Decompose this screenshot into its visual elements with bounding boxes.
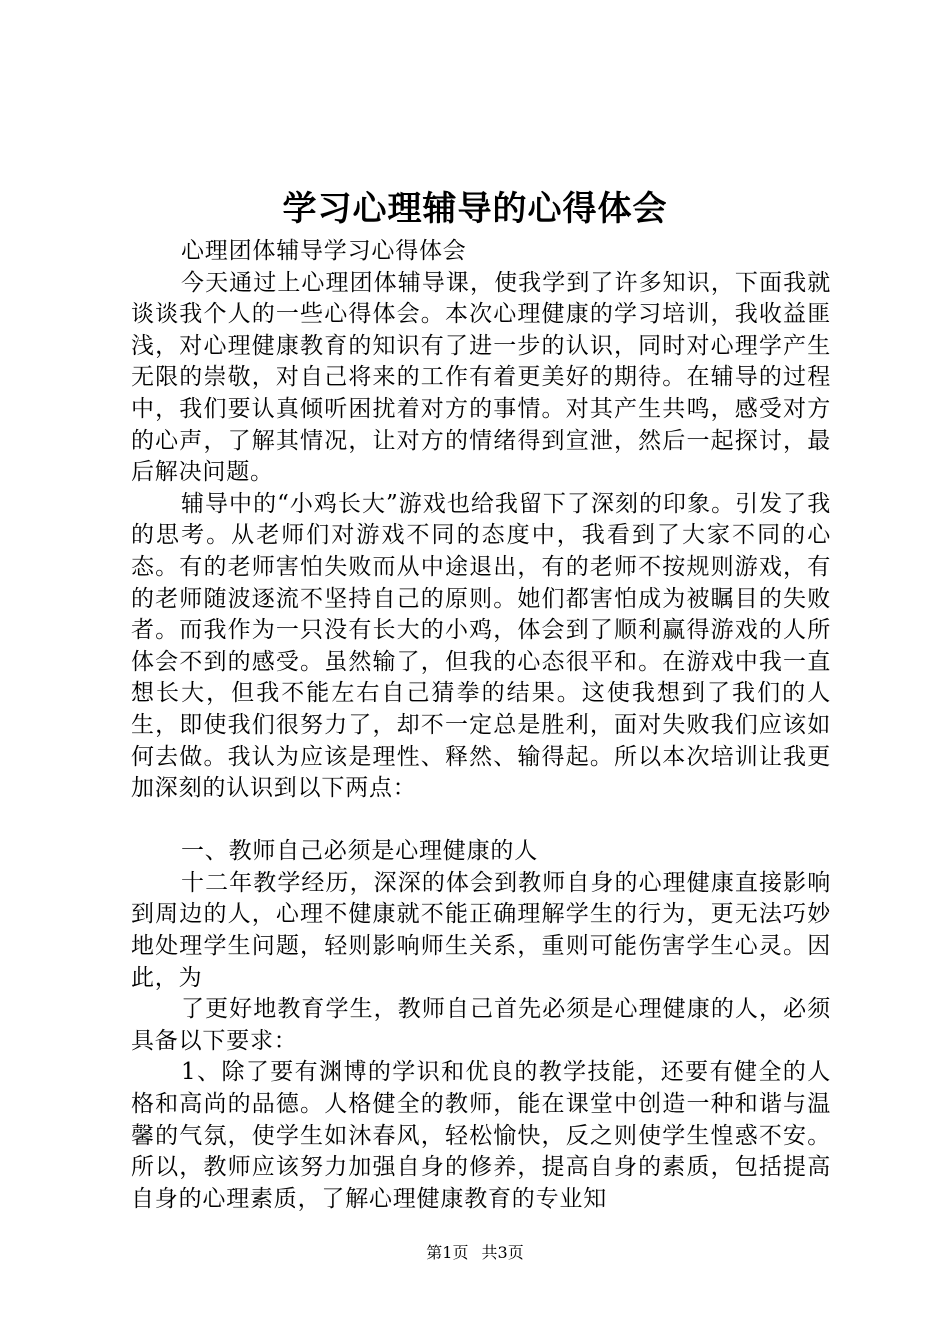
document-body xyxy=(131,236,831,1215)
document-title: 学习心理辅导的心得体会 xyxy=(282,189,668,229)
subtitle: 心理团体辅导学习心得体会 xyxy=(181,238,467,264)
paragraph-point-1: 1、除了要有渊博的学识和优良的教学技能，还要有健全的人格和高尚的品德。人格健全的教师，能在课堂中创造一种和谐与温馨的气氛，使学生如沐春风，轻松愉快，反之则使学生惶惑不安。所以，教师应该努力加强自身的修养，提高自身的素质，包括提高自身的心理素质，了解心理健康教育的专业知 xyxy=(131,1059,831,1212)
paragraph-experience: 十二年教学经历，深深的体会到教师自身的心理健康直接影响到周边的人，心理不健康就不能正确理解学生的行为，更无法巧妙地处理学生问题，轻则影响师生关系，重则可能伤害学生心灵。因此，为 xyxy=(131,869,831,991)
paragraph-gap xyxy=(131,805,831,837)
paragraph-requirements: 了更好地教育学生，教师自己首先必须是心理健康的人，必须具备以下要求： xyxy=(131,996,831,1054)
page-footer xyxy=(0,1243,950,1263)
page-number: 第1页 xyxy=(426,1243,469,1262)
section-heading: 一、教师自己必须是心理健康的人 xyxy=(181,838,538,865)
paragraph-intro: 今天通过上心理团体辅导课，使我学到了许多知识，下面我就谈谈我个人的一些心得体会。本次心理健康的学习培训，我收益匪浅，对心理健康教育的知识有了进一步的认识，同时对心理学产生无限的崇敬，对自己将来的工作有着更美好的期待。在辅导的过程中，我们要认真倾听困扰着对方的事情。对其产生共鸣，感受对方的心声，了解其情况，让对方的情绪得到宣泄，然后一起探讨，最后解决问题。 xyxy=(131,269,831,486)
paragraph-game: 辅导中的“小鸡长大”游戏也给我留下了深刻的印象。引发了我的思考。从老师们对游戏不同的态度中，我看到了大家不同的心态。有的老师害怕失败而从中途退出，有的老师不按规则游戏，有的老师随波逐流不坚持自己的原则。她们都害怕成为被瞩目的失败者。而我作为一只没有长大的小鸡，体会到了顺利赢得游戏的人所体会不到的感受。虽然输了，但我的心态很平和。在游戏中我一直想长大，但我不能左右自己猜拳的结果。这使我想到了我们的人生，即使我们很努力了，却不一定总是胜利，面对失败我们应该如何去做。我认为应该是理性、释然、输得起。所以本次培训让我更加深刻的认识到以下两点： xyxy=(131,490,831,802)
page-total: 共3页 xyxy=(481,1243,524,1262)
